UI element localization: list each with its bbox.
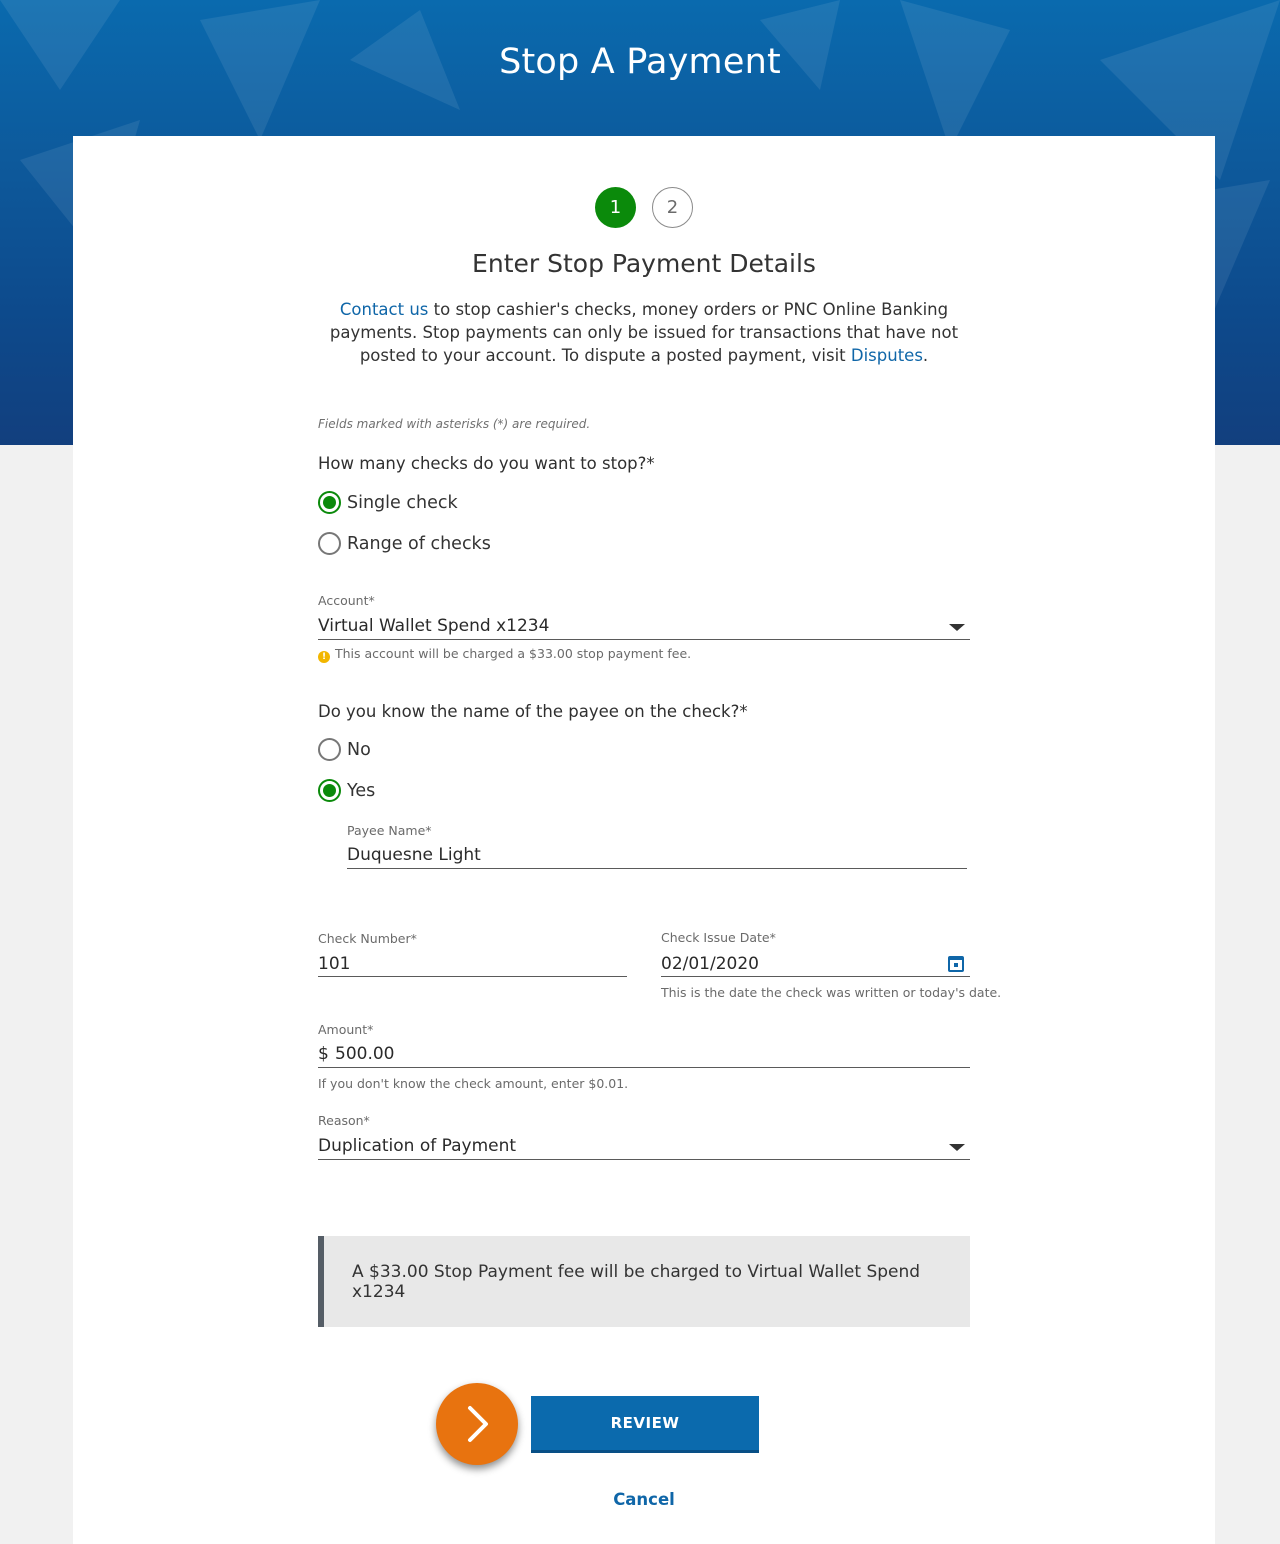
- currency-symbol: $: [318, 1044, 329, 1064]
- radio-selected-icon[interactable]: [318, 779, 341, 802]
- check-date-input[interactable]: 02/01/2020: [661, 954, 759, 974]
- warning-icon: !: [318, 651, 330, 663]
- radio-selected-icon[interactable]: [318, 491, 341, 514]
- check-number-underline: [318, 976, 627, 977]
- amount-hint: If you don't know the check amount, enter $0.01.: [318, 1076, 629, 1091]
- payee-name-input[interactable]: Duquesne Light: [347, 845, 481, 865]
- check-number-label: Check Number*: [318, 931, 417, 946]
- reason-label: Reason*: [318, 1113, 370, 1128]
- radio-unselected-icon[interactable]: [318, 738, 341, 761]
- radio-label: Yes: [347, 780, 376, 801]
- review-button[interactable]: REVIEW: [531, 1396, 759, 1453]
- check-date-label: Check Issue Date*: [661, 930, 776, 945]
- step-indicator: [73, 187, 1215, 228]
- check-date-hint: This is the date the check was written or today's date.: [661, 985, 1002, 1000]
- account-label: Account*: [318, 593, 375, 608]
- contact-us-link[interactable]: Contact us: [339, 300, 429, 319]
- radio-label: Range of checks: [347, 533, 491, 554]
- fee-notice: A $33.00 Stop Payment fee will be charged to Virtual Wallet Spend x1234: [318, 1236, 970, 1327]
- radio-single-check[interactable]: [318, 491, 458, 514]
- disputes-link[interactable]: Disputes: [850, 346, 923, 365]
- step-2: 2: [652, 187, 693, 228]
- radio-label: Single check: [347, 492, 458, 513]
- chevron-down-icon[interactable]: [949, 1144, 965, 1151]
- amount-label: Amount*: [318, 1022, 374, 1037]
- payee-question-label: Do you know the name of the payee on the check?*: [318, 702, 748, 721]
- cancel-link[interactable]: Cancel: [613, 1490, 675, 1509]
- intro-body: to stop cashier's checks, money orders or PNC Online Banking payments. Stop payments can only be issued for transactions that have not posted to your account. To dispute a posted payment, visit: [329, 300, 959, 365]
- amount-underline: [318, 1067, 970, 1068]
- radio-range-of-checks[interactable]: [318, 532, 491, 555]
- check-number-input[interactable]: 101: [318, 954, 351, 974]
- amount-input[interactable]: 500.00: [335, 1044, 395, 1064]
- page-title: Stop A Payment: [499, 42, 781, 82]
- fee-hint-text: This account will be charged a $33.00 stop payment fee.: [335, 646, 692, 661]
- intro-end: .: [922, 346, 929, 365]
- chevron-right-icon: [436, 1383, 518, 1465]
- payee-name-underline: [347, 868, 967, 869]
- chevron-right-glyph: [462, 1404, 492, 1444]
- step-1: 1: [595, 187, 636, 228]
- chevron-down-icon[interactable]: [949, 624, 965, 631]
- form-card: [73, 136, 1215, 1544]
- radio-payee-no[interactable]: [318, 738, 371, 761]
- check-date-underline: [661, 976, 970, 977]
- form-heading: Enter Stop Payment Details: [472, 249, 816, 278]
- reason-select[interactable]: Duplication of Payment: [318, 1136, 517, 1156]
- account-fee-hint: [318, 646, 691, 663]
- account-underline: [318, 639, 970, 640]
- account-select[interactable]: Virtual Wallet Spend x1234: [318, 616, 550, 636]
- intro-text: [318, 298, 970, 367]
- checks-question-label: How many checks do you want to stop?*: [318, 454, 655, 473]
- radio-payee-yes[interactable]: [318, 779, 375, 802]
- reason-underline: [318, 1159, 970, 1160]
- radio-unselected-icon[interactable]: [318, 532, 341, 555]
- required-note: Fields marked with asterisks (*) are required.: [318, 417, 591, 431]
- calendar-icon[interactable]: [948, 956, 964, 972]
- payee-name-label: Payee Name*: [347, 823, 432, 838]
- radio-label: No: [347, 739, 371, 760]
